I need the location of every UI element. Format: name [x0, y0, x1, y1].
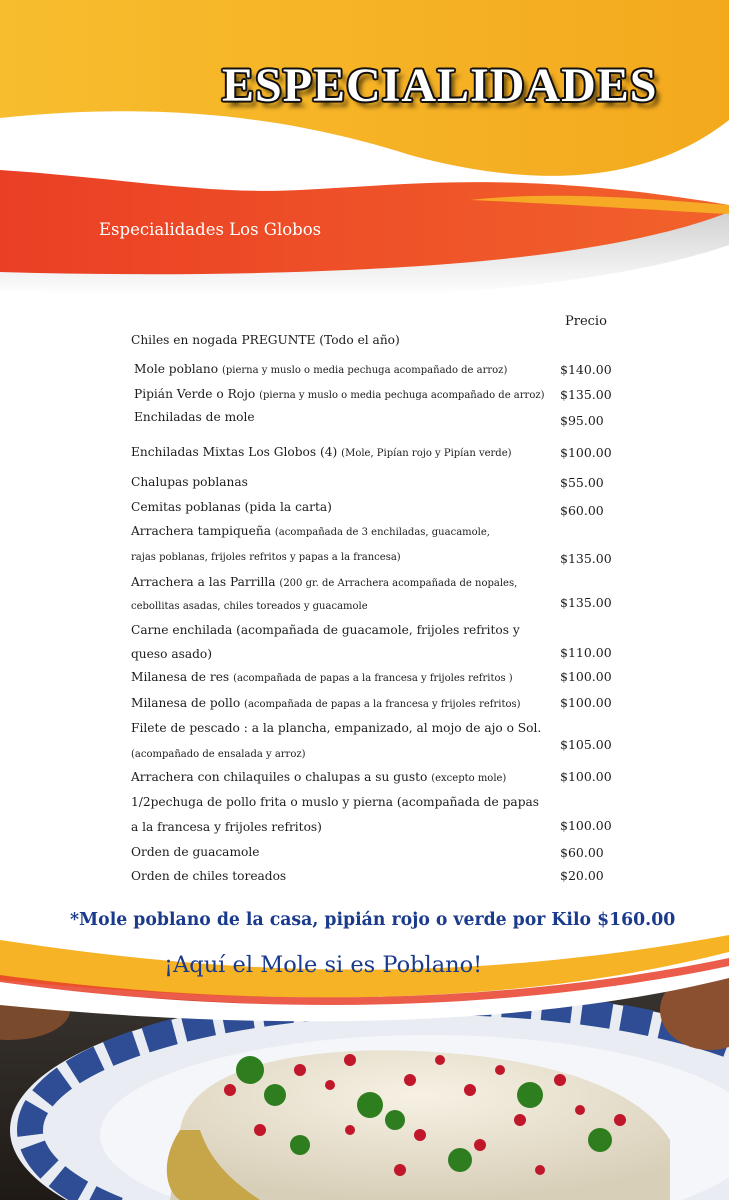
menu-item-price: $135.00 [560, 551, 612, 566]
header-wave-graphic [0, 0, 729, 300]
menu-item-arrachera-parrilla-line2: cebollitas asadas, chiles toreados y guacamole [131, 601, 368, 612]
menu-item-pechuga-pollo-line2: a la francesa y frijoles refritos) [131, 820, 322, 834]
menu-item-price: $60.00 [560, 845, 604, 860]
mole-per-kilo-note: *Mole poblano de la casa, pipián rojo o verde por Kilo $160.00 [70, 910, 676, 930]
menu-item-filete-pescado: Filete de pescado : a la plancha, empanizado, al mojo de ajo o Sol. [131, 721, 542, 735]
menu-item-cemitas: Cemitas poblanas (pida la carta) [131, 500, 332, 514]
menu-item-price: $110.00 [560, 645, 612, 660]
menu-item-chalupas: Chalupas poblanas [131, 475, 248, 489]
menu-item-price: $60.00 [560, 503, 604, 518]
menu-item-carne-enchilada-line2: queso asado) [131, 647, 213, 661]
menu-item-price: $95.00 [560, 413, 604, 428]
price-column-header: Precio [565, 314, 607, 329]
menu-item-pipian: Pipián Verde o Rojo (pierna y muslo o media pechuga acompañado de arroz) [134, 387, 545, 401]
menu-item-carne-enchilada: Carne enchilada (acompañada de guacamole, frijoles refritos y [131, 623, 520, 637]
page-title: ESPECIALIDADES [222, 59, 658, 112]
menu-item-chiles-toreados: Orden de chiles toreados [131, 869, 287, 883]
menu-item-price: $100.00 [560, 818, 612, 833]
menu-item-price: $100.00 [560, 445, 612, 460]
menu-item-guacamole: Orden de guacamole [131, 845, 260, 859]
menu-item-milanesa-pollo: Milanesa de pollo (acompañada de papas a la francesa y frijoles refritos) [131, 696, 521, 710]
menu-item-arrachera-parrilla: Arrachera a las Parrilla (200 gr. de Arrachera acompañada de nopales, [131, 575, 518, 589]
menu-item-price: $100.00 [560, 695, 612, 710]
menu-item-price: $140.00 [560, 362, 612, 377]
menu-item-mole-poblano: Mole poblano (pierna y muslo o media pechuga acompañado de arroz) [134, 362, 508, 376]
menu-item-price: $55.00 [560, 475, 604, 490]
menu-item-pechuga-pollo: 1/2pechuga de pollo frita o muslo y pierna (acompañada de papas [131, 795, 540, 809]
slogan: ¡Aquí el Mole si es Poblano! [164, 952, 483, 978]
menu-item-milanesa-res: Milanesa de res (acompañada de papas a la francesa y frijoles refritos ) [131, 670, 513, 684]
menu-item-price: $105.00 [560, 737, 612, 752]
menu-item-enchiladas-mole: Enchiladas de mole [134, 410, 255, 424]
section-subtitle: Especialidades Los Globos [99, 220, 322, 239]
menu-item-arrachera-chilaquiles: Arrachera con chilaquiles o chalupas a su gusto (excepto mole) [131, 770, 507, 784]
menu-item-price: $100.00 [560, 769, 612, 784]
menu-item-price: $135.00 [560, 595, 612, 610]
menu-item-price: $20.00 [560, 868, 604, 883]
menu-item-filete-pescado-line2: (acompañado de ensalada y arroz) [131, 749, 306, 760]
menu-item-arrachera-tampiquena: Arrachera tampiqueña (acompañada de 3 enchiladas, guacamole, [131, 524, 490, 538]
menu-item-arrachera-tampiquena-line2: rajas poblanas, frijoles refritos y papas a la francesa) [131, 552, 401, 563]
menu-item-enchiladas-mixtas: Enchiladas Mixtas Los Globos (4) (Mole, Pipían rojo y Pipían verde) [131, 445, 512, 459]
menu-item-price: $135.00 [560, 387, 612, 402]
menu-item-chiles-nogada: Chiles en nogada PREGUNTE (Todo el año) [131, 333, 400, 347]
menu-item-price: $100.00 [560, 669, 612, 684]
